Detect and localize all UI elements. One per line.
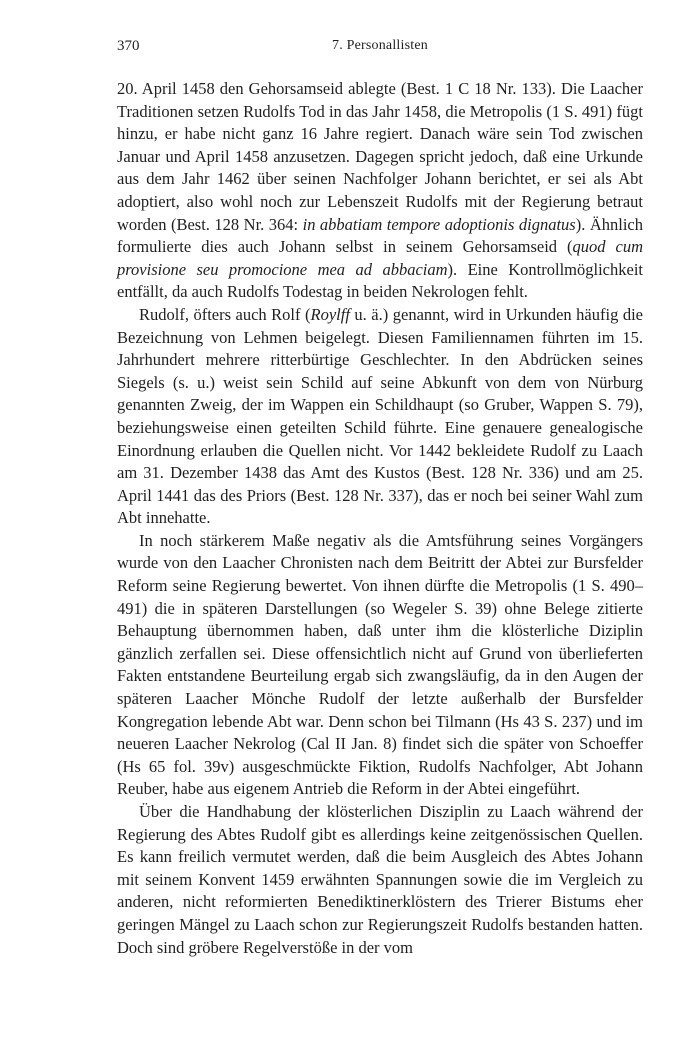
text-segment: Über die Handhabung der klösterlichen Disziplin zu Laach während der Regierung des Abtes Rudolf gibt es allerdings keine zeitgenössischen Quellen. Es kann freilich vermutet werden, daß die beim Ausgleich des Abtes Johann mit seinem Konvent 1459 erwähnten Spannungen sowie die im Vergleich zu anderen, nicht reformierten Benediktinerklöstern des Trierer Bistums eher geringen Mängel zu Laach schon zur Regierungszeit Rudolfs bestanden hatten. Doch sind gröbere Regelverstöße in der vom xyxy=(117,802,643,957)
paragraph-4 xyxy=(117,801,643,959)
text-segment: u. ä.) genannt, wird in Urkunden häufig die Bezeichnung von Lehmen beigelegt. Diesen Familiennamen führten im 15. Jahrhundert mehrere ritterbürtige Geschlechter. In den Abdrücken seines Siegels (s. u.) weist sein Schild auf seine Abkunft von dem von Nürburg genannten Zweig, der im Wappen ein Schildhaupt (so Gruber, Wappen S. 79), beziehungsweise einen geteilten Schild führte. Eine genauere genealogische Einordnung erlauben die Quellen nicht. Vor 1442 bekleidete Rudolf zu Laach am 31. Dezember 1438 das Amt des Kustos (Best. 128 Nr. 336) und am 25. April 1441 das des Priors (Best. 128 Nr. 337), das er noch bei seiner Wahl zum Abt innehatte. xyxy=(117,304,643,528)
body-text xyxy=(117,78,643,959)
paragraph-1 xyxy=(117,78,643,304)
text-segment: Rudolf, öfters auch Rolf ( xyxy=(139,304,311,324)
latin-quote: quod cum provisione seu promocione mea ad abbaciam xyxy=(117,237,643,279)
text-segment: In noch stärkerem Maße negativ als die Amtsführung seines Vorgängers wurde von den Laacher Chronisten nach dem Beitritt der Abtei zur Bursfelder Reform seine Regierung bewertet. Von ihnen dürfte die Metropolis (1 S. 490–491) die in späteren Darstellungen (so Wegeler S. 39) ohne Belege zitierte Behauptung übernommen haben, daß unter ihm die klösterliche Diziplin gänzlich zerfallen sei. Diese offensichtlich nicht auf Grund von überlieferten Fakten entstandene Beurteilung ergab sich zwangsläufig, da in den Augen der späteren Laacher Mönche Rudolf der letzte außerhalb der Bursfelder Kongregation lebende Abt war. Denn schon bei Tilmann (Hs 43 S. 237) und im neueren Laacher Nekrolog (Cal II Jan. 8) findet sich die später von Schoeffer (Hs 65 fol. 39v) ausgeschmückte Fiktion, Rudolfs Nachfolger, Abt Johann Reuber, habe aus eigenem Antrieb die Reform in der Abtei eingeführt. xyxy=(117,530,643,799)
paragraph-3 xyxy=(117,530,643,801)
book-page xyxy=(117,38,643,959)
paragraph-2 xyxy=(117,304,643,530)
page-number: 370 xyxy=(117,38,140,54)
running-head: 7. Personallisten xyxy=(332,38,428,53)
page-header xyxy=(117,38,643,60)
name-variant: Roylff xyxy=(310,304,350,324)
text-segment: ). Ähnlich formulierte dies auch Johann selbst in seinem Gehorsamseid ( xyxy=(117,214,643,257)
latin-quote: in abbatiam tempore adoptionis dignatus xyxy=(302,214,576,234)
text-segment: 20. April 1458 den Gehorsamseid ablegte (Best. 1 C 18 Nr. 133). Die Laacher Traditionen setzen Rudolfs Tod in das Jahr 1458, die Metropolis (1 S. 491) fügt hinzu, er habe nicht ganz 16 Jahre regiert. Danach wäre sein Tod zwischen Januar und April 1458 anzusetzen. Dagegen spricht jedoch, daß eine Urkunde aus dem Jahr 1462 über seinen Nachfolger Johann berichtet, er sei als Abt adoptiert, also wohl noch zur Lebenszeit Rudolfs mit der Regierung betraut worden (Best. 128 Nr. 364: xyxy=(117,79,643,234)
text-segment: ). Eine Kontrollmöglichkeit entfällt, da auch Rudolfs Todestag in beiden Nekrologen fehlt. xyxy=(117,259,644,302)
